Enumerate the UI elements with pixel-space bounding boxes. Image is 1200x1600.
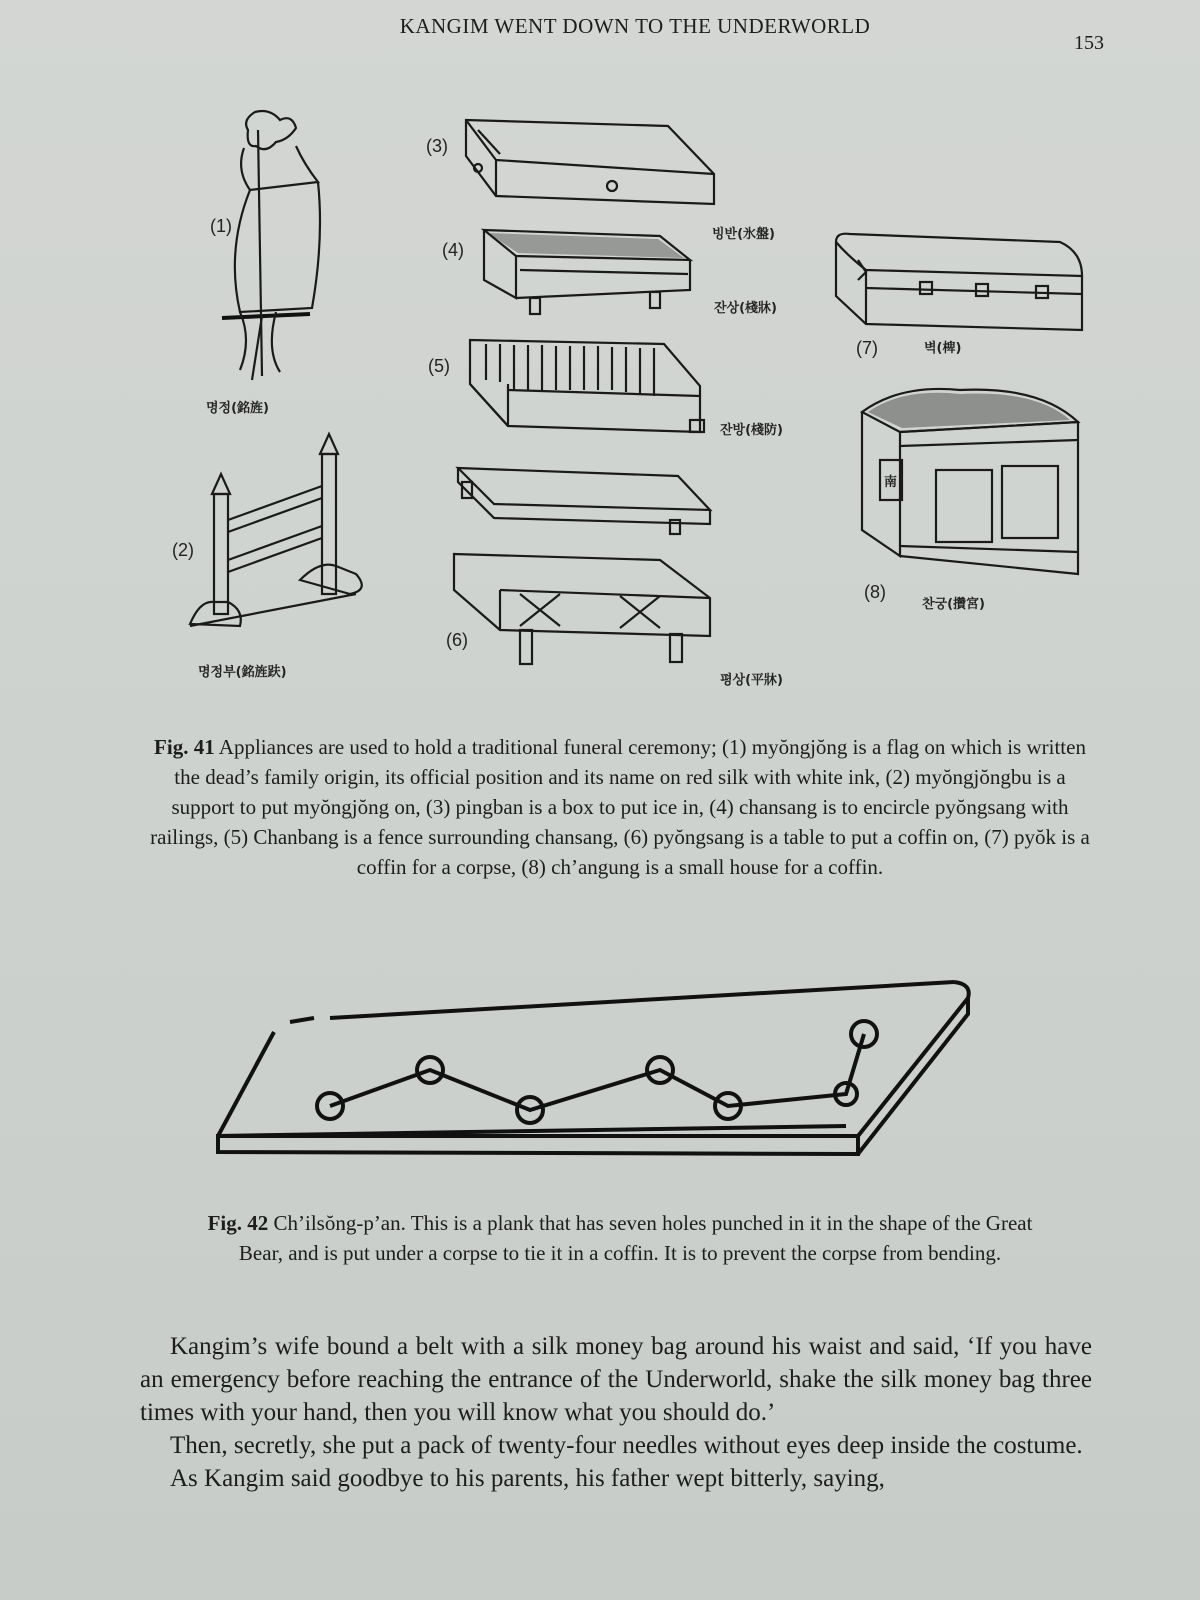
item2-name: 명정부(銘旌趺) bbox=[198, 665, 287, 680]
figure-42-label: Fig. 42 bbox=[207, 1211, 269, 1235]
ice-box-drawing bbox=[466, 120, 714, 204]
chansang-drawing bbox=[484, 230, 690, 314]
item4-number: (4) bbox=[442, 240, 464, 260]
item8-name: 찬궁(攢宮) bbox=[922, 597, 985, 612]
item5-number: (5) bbox=[428, 356, 450, 376]
body-paragraph-2: Then, secretly, she put a pack of twenty-four needles without eyes deep inside the costume. bbox=[170, 1432, 1083, 1459]
myongjong-flag-drawing bbox=[222, 111, 320, 380]
item1-name: 명정(銘旌) bbox=[206, 401, 269, 416]
pyongsang-table-drawing bbox=[458, 468, 710, 534]
changung-glyph: 南 bbox=[884, 475, 898, 490]
coffin-drawing bbox=[836, 234, 1082, 330]
figure-41-illustrations bbox=[0, 90, 1200, 710]
page-number: 153 bbox=[1074, 32, 1104, 54]
item4-name: 잔상(棧牀) bbox=[714, 301, 777, 316]
item2-number: (2) bbox=[172, 540, 194, 560]
running-head: KANGIM WENT DOWN TO THE UNDERWORLD bbox=[399, 14, 871, 38]
figure-42-caption bbox=[190, 1208, 1050, 1268]
body-text bbox=[140, 1330, 1092, 1495]
chanbang-fence-drawing bbox=[470, 340, 704, 432]
myongjongbu-stand-drawing bbox=[190, 434, 362, 626]
item7-name: 벽(椑) bbox=[924, 341, 962, 356]
body-paragraph-3: As Kangim said goodbye to his parents, his father wept bitterly, saying, bbox=[170, 1465, 885, 1492]
item5-name: 잔방(棧防) bbox=[720, 423, 783, 438]
figure-41-caption bbox=[150, 732, 1090, 882]
item6-name: 평상(平牀) bbox=[720, 673, 783, 688]
item1-number: (1) bbox=[210, 216, 232, 236]
figure-41-text: Appliances are used to hold a traditional funeral ceremony; (1) myŏngjŏng is a flag on which is written the dead’s family origin, its official position and its name on red silk with white ink, (2) myŏngjŏngbu is a support to put myŏngjŏng on, (3) pingban is a box to put ice in, (4) chansang is to encircle pyŏngsang with railings, (5) Chanbang is a fence surrounding chansang, (6) pyŏngsang is a table to put a coffin on, (7) pyŏk is a coffin for a corpse, (8) ch’angung is a small house for a coffin. bbox=[150, 735, 1090, 879]
chansang-railing-drawing bbox=[454, 554, 710, 664]
item6-number: (6) bbox=[446, 630, 468, 650]
body-paragraph-1: Kangim’s wife bound a belt with a silk money bag around his waist and said, ‘If you have an emergency before reaching the entrance of the Underworld, shake the silk money bag three times with your hand, then you will know what you should do.’ bbox=[140, 1333, 1092, 1426]
item3-number: (3) bbox=[426, 136, 448, 156]
figure-42-text: Ch’ilsŏng-p’an. This is a plank that has seven holes punched in it in the shape of the Great Bear, and is put under a corpse to tie it in a coffin. It is to prevent the corpse from bending. bbox=[238, 1211, 1033, 1265]
item8-number: (8) bbox=[864, 582, 886, 602]
figure-41-label: Fig. 41 bbox=[154, 735, 215, 759]
item7-number: (7) bbox=[856, 338, 878, 358]
item3-name: 빙반(氷盤) bbox=[712, 227, 775, 242]
figure-42-plank-illustration bbox=[0, 960, 1200, 1180]
